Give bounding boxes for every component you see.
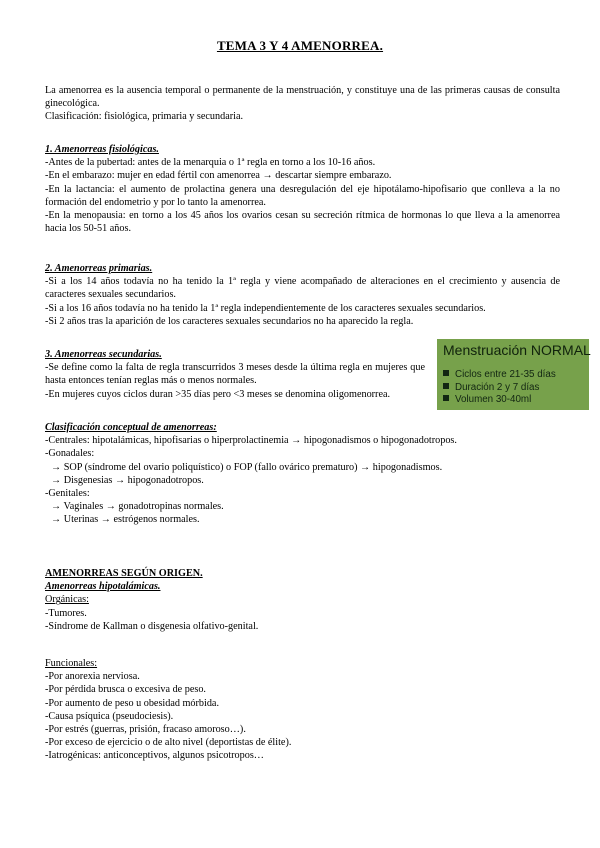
origen-section [45,567,560,633]
funcionales-section [45,657,560,763]
square-bullet-icon [443,370,449,376]
list-item: -Tumores. [45,607,87,619]
list-item: -En el embarazo: mujer en edad fértil con amenorrea → descartar siempre embarazo. [45,170,392,182]
list-item: -Por pérdida brusca o excesiva de peso. [45,684,206,696]
list-item: Volumen 30-40ml [443,394,556,407]
list-item: → Vaginales → gonadotropinas normales. [51,501,224,513]
list-item: -Se define como la falta de regla transcurridos 3 meses desde la última regla en mujeres que hasta entonces tenían reglas más o menos normales. [45,362,425,387]
list-item: Ciclos entre 21-35 días [443,369,556,382]
origen-heading: AMENORREAS SEGÚN ORIGEN. [45,568,203,579]
list-item: -Antes de la pubertad: antes de la menarquia o 1ª regla en torno a los 10-16 años. [45,157,376,169]
normal-box-list [443,369,556,407]
list-item: -En mujeres cuyos ciclos duran >35 días pero <3 meses se denomina oligomenorrea. [45,388,391,400]
primarias-heading: 2. Amenorreas primarias. [45,263,153,274]
square-bullet-icon [443,395,449,401]
funcionales-label: Funcionales: [45,658,98,669]
list-item: -Por estrés (guerras, prisión, fracaso amoroso…). [45,724,246,736]
intro-section [45,84,560,124]
list-item: → Disgenesias → hipogonadotropos. [51,474,204,486]
fisiologicas-section [45,143,560,235]
intro-classification: Clasificación: fisiológica, primaria y secundaria. [45,111,244,123]
list-item: -Si a los 14 años todavía no ha tenido la 1ª regla y viene acompañado de alteraciones en el crecimiento y ausencia de caracteres sexuales secundarios. [45,276,560,301]
intro-paragraph: La amenorrea es la ausencia temporal o permanente de la menstruación, y constituye una de las primeras causas de consulta ginecológica. [45,85,560,110]
list-item: -Por anorexia nerviosa. [45,671,140,683]
list-item: -Genitales: [45,488,90,500]
list-item: -Síndrome de Kallman o disgenesia olfativo-genital. [45,620,259,632]
primarias-section [45,262,560,328]
list-item: -En la lactancia: el aumento de prolactina genera una desregulación del eje hipotálamo-hipofisario que conlleva a la no formación del endometrio y por lo tanto la amenorrea. [45,183,560,208]
list-item: -Causa psíquica (pseudociesis). [45,710,174,722]
document-title: TEMA 3 Y 4 AMENORREA. [216,38,384,53]
list-item: -Si 2 años tras la aparición de los caracteres sexuales secundarios no ha aparecido la regla. [45,315,414,327]
normal-box-title: Menstruación NORMAL [443,342,591,358]
list-item: -Iatrogénicas: anticonceptivos, algunos psicotropos… [45,750,264,762]
conceptual-section [45,421,560,527]
secundarias-heading: 3. Amenorreas secundarias. [45,349,162,360]
list-item: → SOP (síndrome del ovario poliquístico) o FOP (fallo ovárico prematuro) → hipogonadismos. [51,461,443,473]
secundarias-section [45,348,425,401]
square-bullet-icon [443,383,449,389]
hipotalamicas-heading: Amenorreas hipotalámicas. [45,581,161,593]
list-item: -Centrales: hipotalámicas, hipofisarias o hiperprolactinemia → hipogonadismos o hipogonadotropos. [45,435,457,447]
list-item: → Uterinas → estrógenos normales. [51,514,200,526]
list-item: -Por aumento de peso u obesidad mórbida. [45,697,219,709]
normal-menstruation-box [437,339,589,410]
list-item: Duración 2 y 7 días [443,382,556,395]
list-item: -Por exceso de ejercicio o de alto nivel (deportistas de élite). [45,737,292,749]
list-item: -Si a los 16 años todavía no ha tenido la 1ª regla independientemente de los caracteres sexuales secundarios. [45,302,486,314]
list-item: -Gonadales: [45,448,95,460]
fisiologicas-heading: 1. Amenorreas fisiológicas. [45,144,159,155]
conceptual-heading: Clasificación conceptual de amenorreas: [45,422,217,433]
organicas-label: Orgánicas: [45,594,89,606]
list-item: -En la menopausia: en torno a los 45 años los ovarios cesan su secreción rítmica de hormonas lo que lleva a la amenorrea hacia los 50-51 años. [45,210,560,235]
